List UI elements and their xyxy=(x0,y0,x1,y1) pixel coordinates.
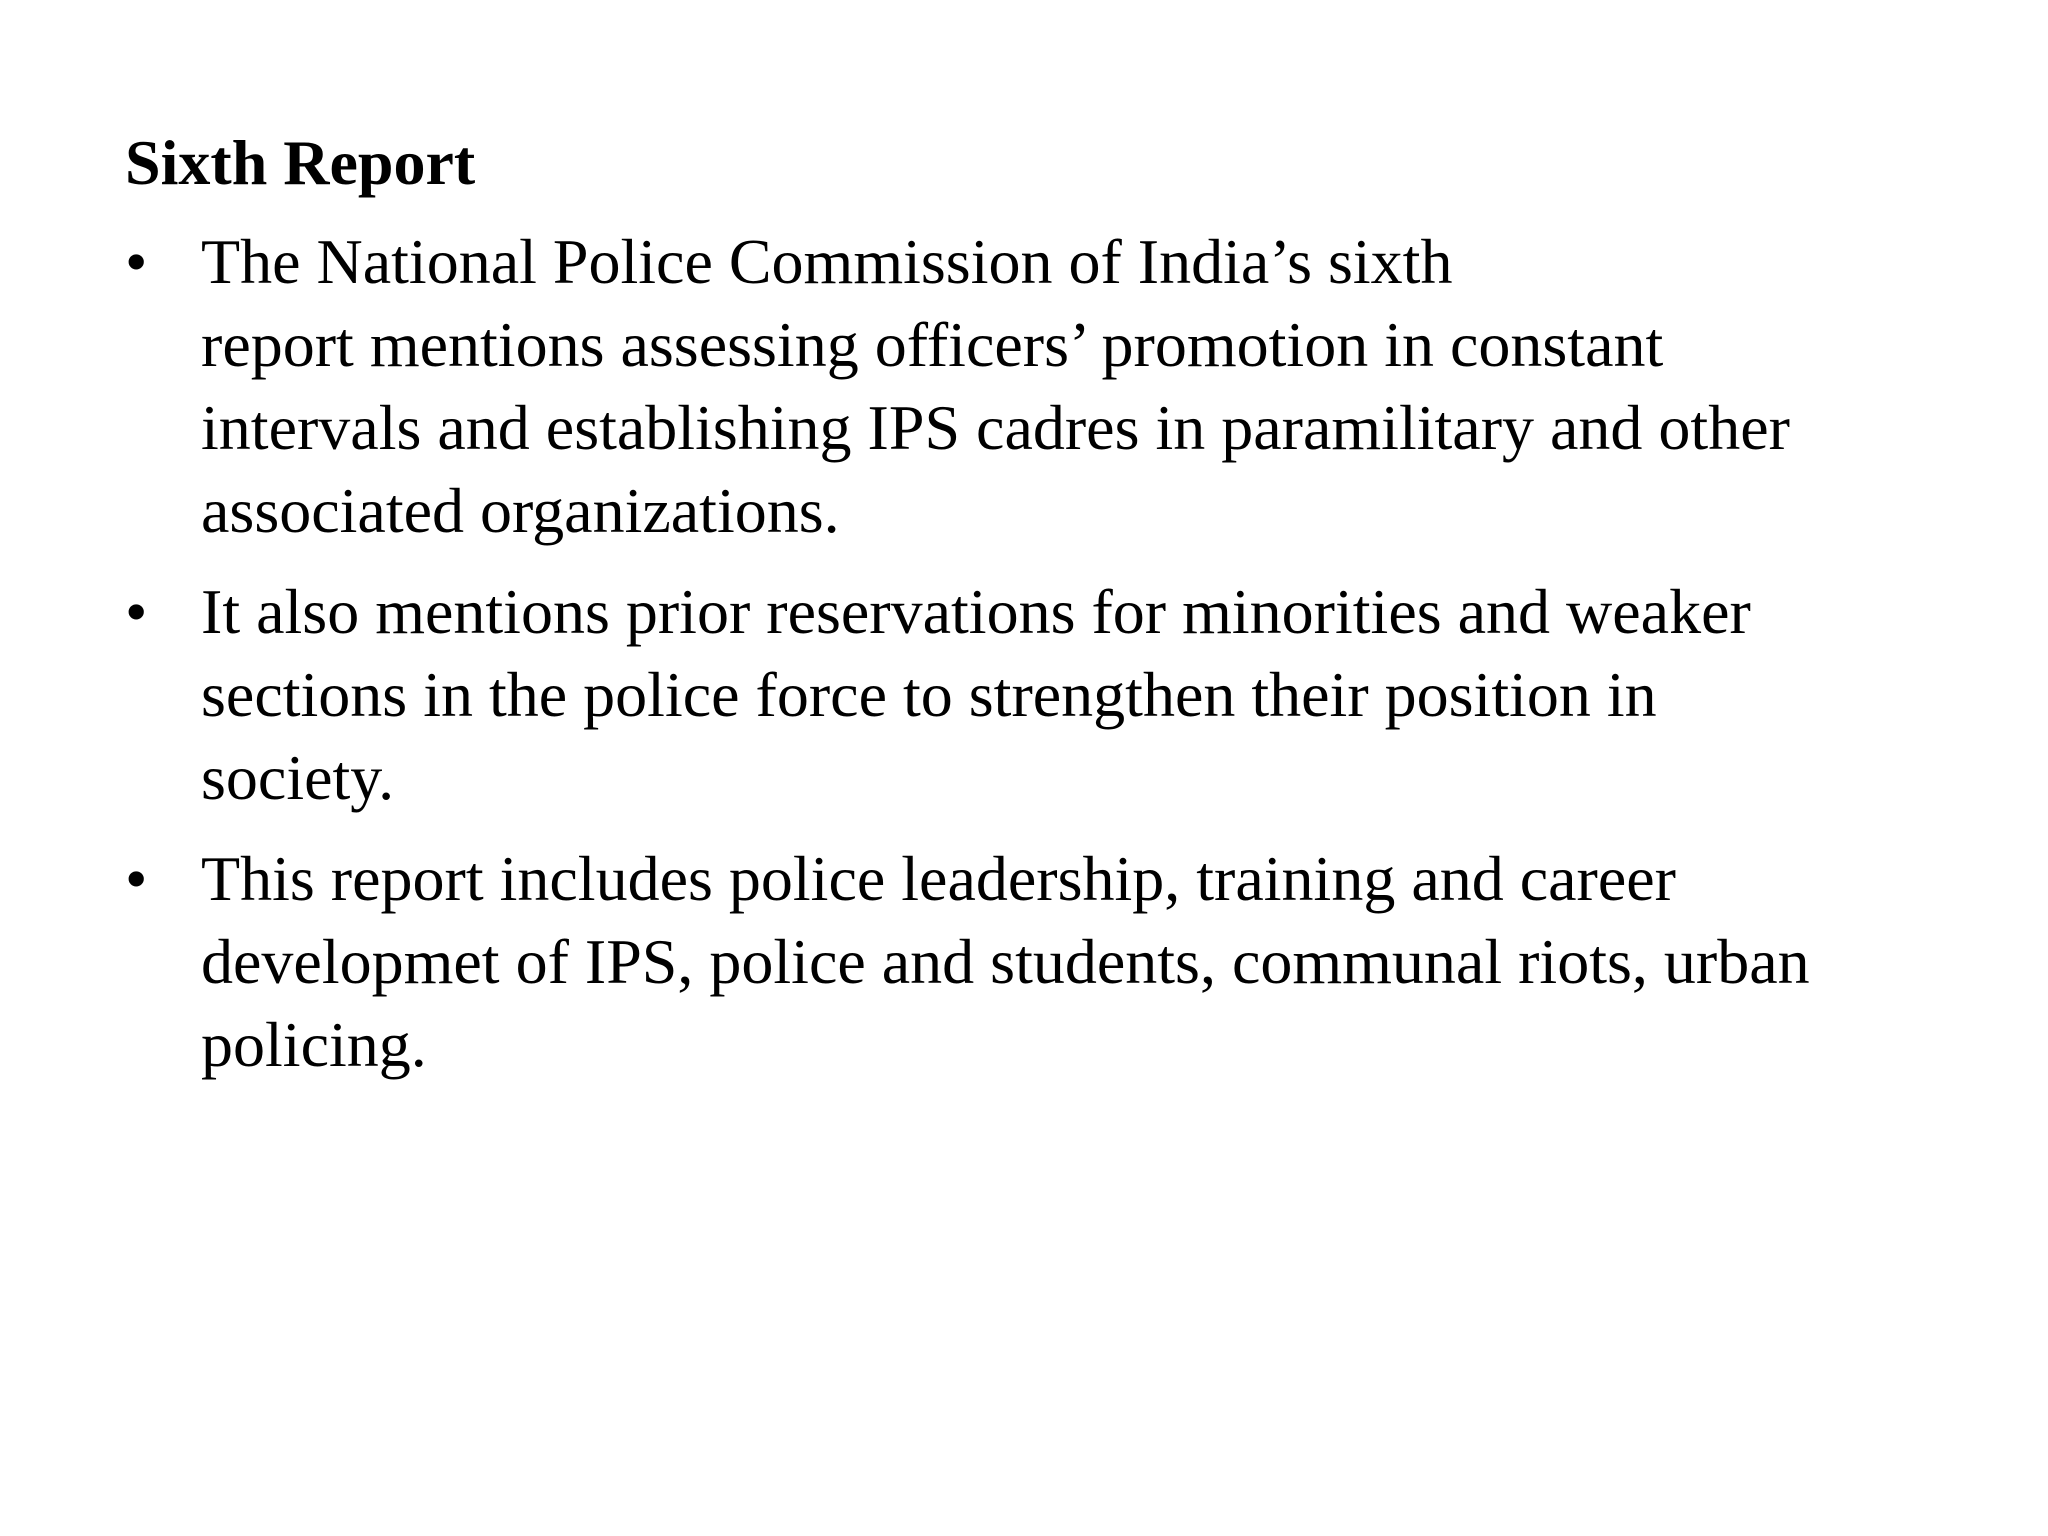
bullet-2-line-2: sections in the police force to strengthen their position in xyxy=(201,659,1657,730)
bullet-list xyxy=(125,220,2005,1104)
bullet-2-line-3: society. xyxy=(201,742,395,813)
bullet-item-1 xyxy=(125,220,2005,552)
bullet-3-line-2: developmet of IPS, police and students, communal riots, urban xyxy=(201,926,1810,997)
bullet-icon: • xyxy=(125,843,148,914)
bullet-1-line-3: intervals and establishing IPS cadres in paramilitary and other xyxy=(201,392,1790,463)
bullet-item-2 xyxy=(125,570,2005,819)
bullet-icon: • xyxy=(125,576,148,647)
slide-title: Sixth Report xyxy=(125,127,476,198)
bullet-1-line-4: associated organizations. xyxy=(201,475,840,546)
bullet-2-line-1: It also mentions prior reservations for minorities and weaker xyxy=(201,576,1751,647)
bullet-3-line-1: This report includes police leadership, training and career xyxy=(201,843,1676,914)
bullet-3-line-3: policing. xyxy=(201,1009,427,1080)
bullet-icon: • xyxy=(125,226,148,297)
bullet-1-line-2: report mentions assessing officers’ promotion in constant xyxy=(201,309,1664,380)
bullet-item-3 xyxy=(125,837,2005,1086)
bullet-1-line-1: The National Police Commission of India’s sixth xyxy=(201,226,1453,297)
